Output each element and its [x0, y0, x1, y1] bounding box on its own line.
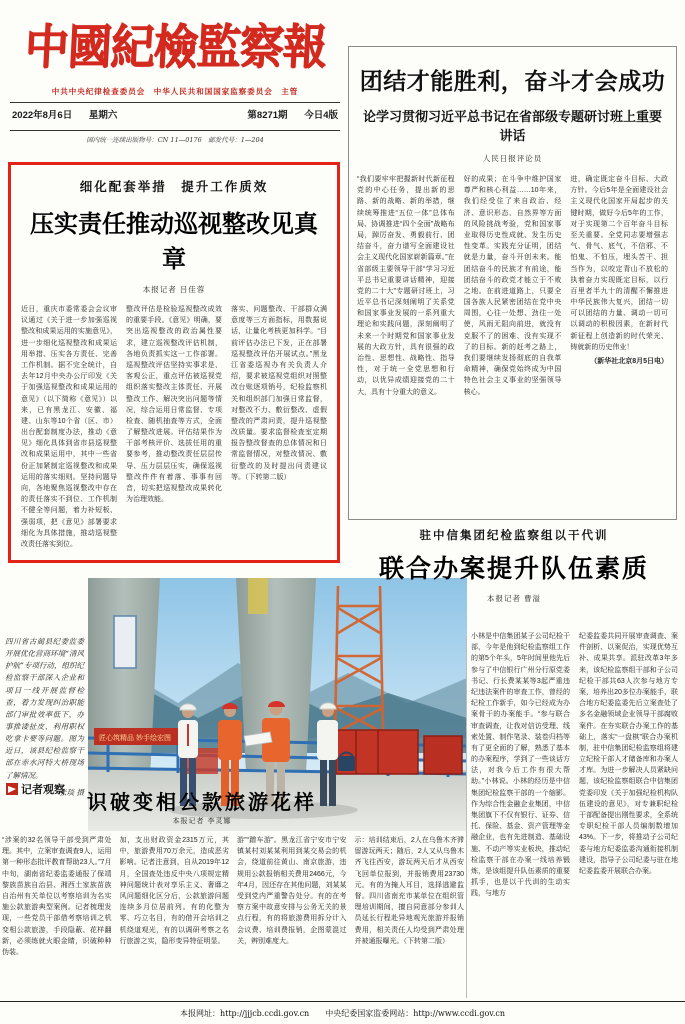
supervisor-line: 中共中央纪律检查委员会 中华人民共和国国家监察委员会 主管	[51, 87, 299, 97]
pages-today: 今日4版	[304, 110, 338, 122]
dateline-row	[10, 103, 340, 125]
cadre-column-1: 小林是中信集团某子公司纪检干部，今年是他到纪检监察组工作的第5个年头，5年时间里他先后参与了中信银行广州分行原党委书记、行长费某某等3起严重违纪违法案件的审查工作，曾经的纪检工作新手，如今已经成为办案骨干的办案能手。“参与联合审查调查，让我对信访受理、线索处置、制作笔录、装卷归档等有了更全面的了解，熟悉了基本的办案程序，学到了一些谈话方法，对我今后工作有很大帮助。”小林说。小林的经历是中信集团纪检监察干部的一个缩影。作为综合性金融企业集团，中信集团旗下不仅有银行、证券、信托、保险、基金、资产管理等金融企业，也有先进制造、基础设施、不动产等实业板块，推动纪检监察干部在办案一线培养锻炼，是该组提升队伍素质的重要抓手，也是以干代训的生动实践，与地方	[471, 633, 570, 898]
photo-banner-text: 匠心筑精品 妙手绘宏图	[99, 735, 171, 742]
cadre-byline: 本报记者 曹溢	[486, 594, 542, 603]
observer-column-1: “涉案的32名领导干部受到严肃处理。其中，立案审查调查9人，运用第一种形态批评教育帮助23人。”7月中旬，湖南省纪委监委通报了保靖黎族苗族自治县、湘西土家族苗族自治州有关单位以考察培训为名实施公款旅游典型案例。记者梳理发现，一些党员干部借考察培训之机变相公款旅游，手段隐蔽、花样翻新，必须练就火眼金睛，识破种种伪装。	[2, 837, 112, 956]
lead-column-2: 好的成果；在斗争中维护国家尊严和核心利益……10年来，我们经受住了来自政治、经济、意识形态、自然界等方面的风险挑战考验，党和国家事业取得历史性成就、发生历史性变革。实践充分证明，团结就是力量，奋斗开创未来。能团结奋斗的民族才有前途，能团结奋斗的政党才能立于不败之地。在前进道路上，只要全国各族人民紧密团结在党中央周围，心往一处想、劲往一处使，风雨无阻向前进，就没有克服不了的困难、没有实现不了的目标。新的赶考之路上，我们要继续发扬彻底的自我革命精神，确保党始终成为中国特色社会主义事业的坚强领导核心。	[463, 176, 562, 396]
observer-article	[2, 778, 464, 1002]
photo-banner	[94, 728, 186, 745]
observer-column-3: 游”“蹭车游”。黑龙江省宁安市宁安镇某村刘某某利用到某交易会的机会，绕道前往黄山、南京旅游，违规用公款报销相关费用2466元，今年4月，因还存在其他问题，刘某某受到党内严重警告处分。有的在考察方案中故意安排与公务无关的景点行程，有的将旅游费用拆分计入会议费、培训费报销，企图蒙混过关，辨别难度大。	[237, 837, 347, 945]
dateline-left	[12, 107, 117, 121]
issue-number: 第8271期	[247, 110, 288, 122]
boxed-column-1: 近日，重庆市委常委会会议审议通过《关于进一步加强巡视整改和成果运用的实施意见》，进一步细化巡视整改和成果运用举措、压实各方责任、完善工作机制。据不完全统计，自去年12月中央办公厅印发《关于加强巡视整改和成果运用的意见》（以下简称《意见》）以来，已有黑龙江、安徽、福建、山东等10个省（区、市）出台配套制度办法，推动《意见》细化具体到省市县巡视整改和成果运用中，其中一些省份正加紧制定巡视整改和成果运用的落实细则。坚持问题导向，各地聚焦巡视整改中存在的责任落实不到位、工作机制不健全等问题，着力补短板、强弱项，把《意见》部署要求细化为具体措施，推动巡视整改责任落实到位。	[21, 306, 117, 548]
observer-headline: 识破变相公款旅游花样	[87, 790, 317, 814]
lead-headline: 团结才能胜利，奋斗才会成功	[359, 68, 666, 94]
weekday: 星期六	[88, 110, 118, 122]
observer-byline: 本报记者 李灵娜	[172, 818, 232, 825]
photo-credit: 张琰 摄	[59, 787, 84, 797]
boxed-byline: 本报记者 吕佳蓉	[142, 285, 206, 294]
photo-pylon-left	[88, 578, 160, 778]
lead-column-3	[570, 174, 668, 512]
cadre-headline: 联合办案提升队伍素质	[378, 555, 649, 583]
boxed-kicker: 细化配套举措 提升工作质效	[79, 180, 269, 194]
lead-body	[357, 174, 668, 512]
observer-label-text: 记者观察	[21, 783, 65, 796]
observer-icon	[6, 783, 18, 795]
photo-pylon-cap	[248, 578, 268, 614]
observer-body	[2, 835, 464, 995]
cadre-body	[471, 631, 678, 998]
lead-article	[348, 46, 677, 520]
page-footer: 本报网址：http://jjjcb.ccdi.gov.cn 中央纪委国家监委网站：http://www.ccdi.gov.cn	[0, 1001, 685, 1019]
boxed-column-3: 落实、问题整改、干部群众满意度等三方面指标，用数据说话，让量化考核更加科学。“目前评估办法已下发，正在部署巡视整改评估开展试点。”黑龙江省委巡视办有关负责人介绍，要求被巡视党组织对照整改台账逐项销号，纪检监察机关和组织部门加强日常监督，对整改不力、敷衍整改、虚假整改的严肃问责，提升巡视整改质量。要求监督检查室定期报告整改督查的总体情况和日常监督情况，对整改情况、敷衍整改的及时提出问责建议等。（下转第二版）	[231, 306, 327, 481]
boxed-body	[21, 304, 327, 580]
photo-caption-text: 四川省古蔺县纪委监委开展优化营商环境“清风护航”专项行动，组织纪检监察干部深入企业和项目一线开展监督检查，着力发现纠治职能部门审批效率低下、办事推诿扯皮、利用职权吃拿卡要等问题。图为近日，该县纪检监察干部在赤水河特大桥现场了解情况。	[5, 637, 84, 780]
boxed-headline: 压实责任推动巡视整改见真章	[30, 211, 318, 273]
lead-dateline: （新华社北京8月5日电）	[590, 358, 668, 365]
lead-subheadline: 论学习贯彻习近平总书记在省部级专题研讨班上重要讲话	[362, 109, 662, 143]
cadre-kicker: 驻中信集团纪检监察组以干代训	[419, 530, 609, 542]
cadre-column-2: 纪委监委共同开展审查调查、案件剖析、以案促治，实现优势互补、成果共享。派驻改革3年多来，该纪检监察组干部和子公司纪检干部共63人次参与地方专案，培养出20多位办案能手，联合地方纪委监委先后立案查处了多名金融领域企业领导干部腐败案件。在夯实联合办案工作的基础上，落实“一盘棋”联合办案机制，驻中信集团纪检监察组将建立纪检干部人才储备库和办案人才库。为进一步解决人员紧缺问题，该纪检监察组联合中信集团党委印发《关于加强纪检机构队伍建设的意见》，对专兼职纪检干部配备提出刚性要求，全系统专职纪检干部人员编制数增加43%。下一步，将推动子公司纪委与地方纪委监委沟通衔接机制建设，指导子公司纪委与驻在地纪委监委开展联合办案。	[579, 633, 678, 875]
boxed-article	[8, 162, 340, 563]
column-divider	[466, 636, 467, 998]
serial-line: 国内统一连续出版物号：CN 11—0176 邮发代号：1—204	[86, 136, 264, 145]
boxed-column-2: 整改评估是检验巡视整改成效的重要手段。《意见》明确，要突出巡视整改的政治属性要求，建立巡视整改评估机制，各地负责抓实这一工作部署。巡视整改评估坚持实事求是、客观公正，重点评估被巡视党组织落实整改主体责任、开展整改工作、解决突出问题等情况，综合运用日常监督、专项检查、随机抽查等方式，全面了解整改进展。评估结果作为干部考核评价、选拔任用的重要参考，推动整改责任层层传导、压力层层压实，确保巡视整改件件有着落、事事有回音，切实把巡视整改成果转化为治理效能。	[126, 306, 222, 504]
photo-caption	[5, 636, 84, 799]
masthead-rule-bottom	[10, 130, 340, 131]
newspaper-title: 中國紀檢監察報	[23, 19, 327, 75]
lead-byline: 人民日报评论员	[482, 154, 543, 163]
dateline-right	[247, 107, 338, 121]
observer-column-4: 示：培训结束后，2人在乌鲁木齐滞留游玩两天；随后，2人又从乌鲁木齐飞往西安，游玩两天后才从西安飞回单位报到，并报销费用23730元。有的为掩人耳目，选择逃避监督。四川省南充市某单位在组织管理培训期间，擅自同意部分参训人员延长行程赴异地观光旅游并报销费用，相关责任人均受到严肃处理并被通报曝光。（下转第二版）	[354, 837, 464, 945]
lead-column-3-text: 进，确定既定奋斗目标、大政方针。今后5年是全面建设社会主义现代化国家开局起步的关键时期，做好今后5年的工作，对于实现第二个百年奋斗目标至关重要。全党同志要增强志气、骨气、底气，不信邪、不怕鬼、不怕压，埋头苦干、担当作为，以咬定青山不放松的执着奋力实现既定目标，以行百里者半九十的清醒不懈推进中华民族伟大复兴，团结一切可以团结的力量、调动一切可以调动的积极因素，在新时代新征程上创造新的时代荣光、铸就新的历史伟业！	[570, 176, 668, 351]
observer-column-2: 加，支出财政资金2315万元，其中，旅游费用70万余元，造成恶劣影响。记者注意到，自从2019年12月，全国查处违反中央八项规定精神问题统计表对享乐主义、奢靡之风问题细化区分后，公款旅游问题连续多月位居前列。有的化整为零、巧立名目，有的借开会培训之机绕道观光，有的以调研考察之名行旅游之实，隐形变异特征明显。	[119, 837, 229, 945]
lead-column-1: “我们要牢牢把握新时代新征程党的中心任务，提出新的思路、新的战略、新的举措，继续统筹推进“五位一体”总体布局、协调推进“四个全面”战略布局，踔厉奋发、勇毅前行、团结奋斗，奋力谱写全面建设社会主义现代化国家崭新篇章。”在省部级主要领导干部“学习习近平总书记重要讲话精神，迎接党的二十大”专题研讨班上，习近平总书记深刻阐明了关系党和国家事业发展的一系列重大理论和实践问题，深刻阐明了未来一个时期党和国家事业发展的大政方针，具有很强的政治性、思想性、战略性、指导性，对于统一全党思想和行动，以优异成绩迎接党的二十大，具有十分重大的意义。	[357, 176, 455, 396]
observer-header	[2, 778, 464, 828]
masthead	[10, 14, 340, 144]
publication-date: 2022年8月6日	[12, 110, 73, 122]
photo-hoist-box	[114, 616, 136, 668]
